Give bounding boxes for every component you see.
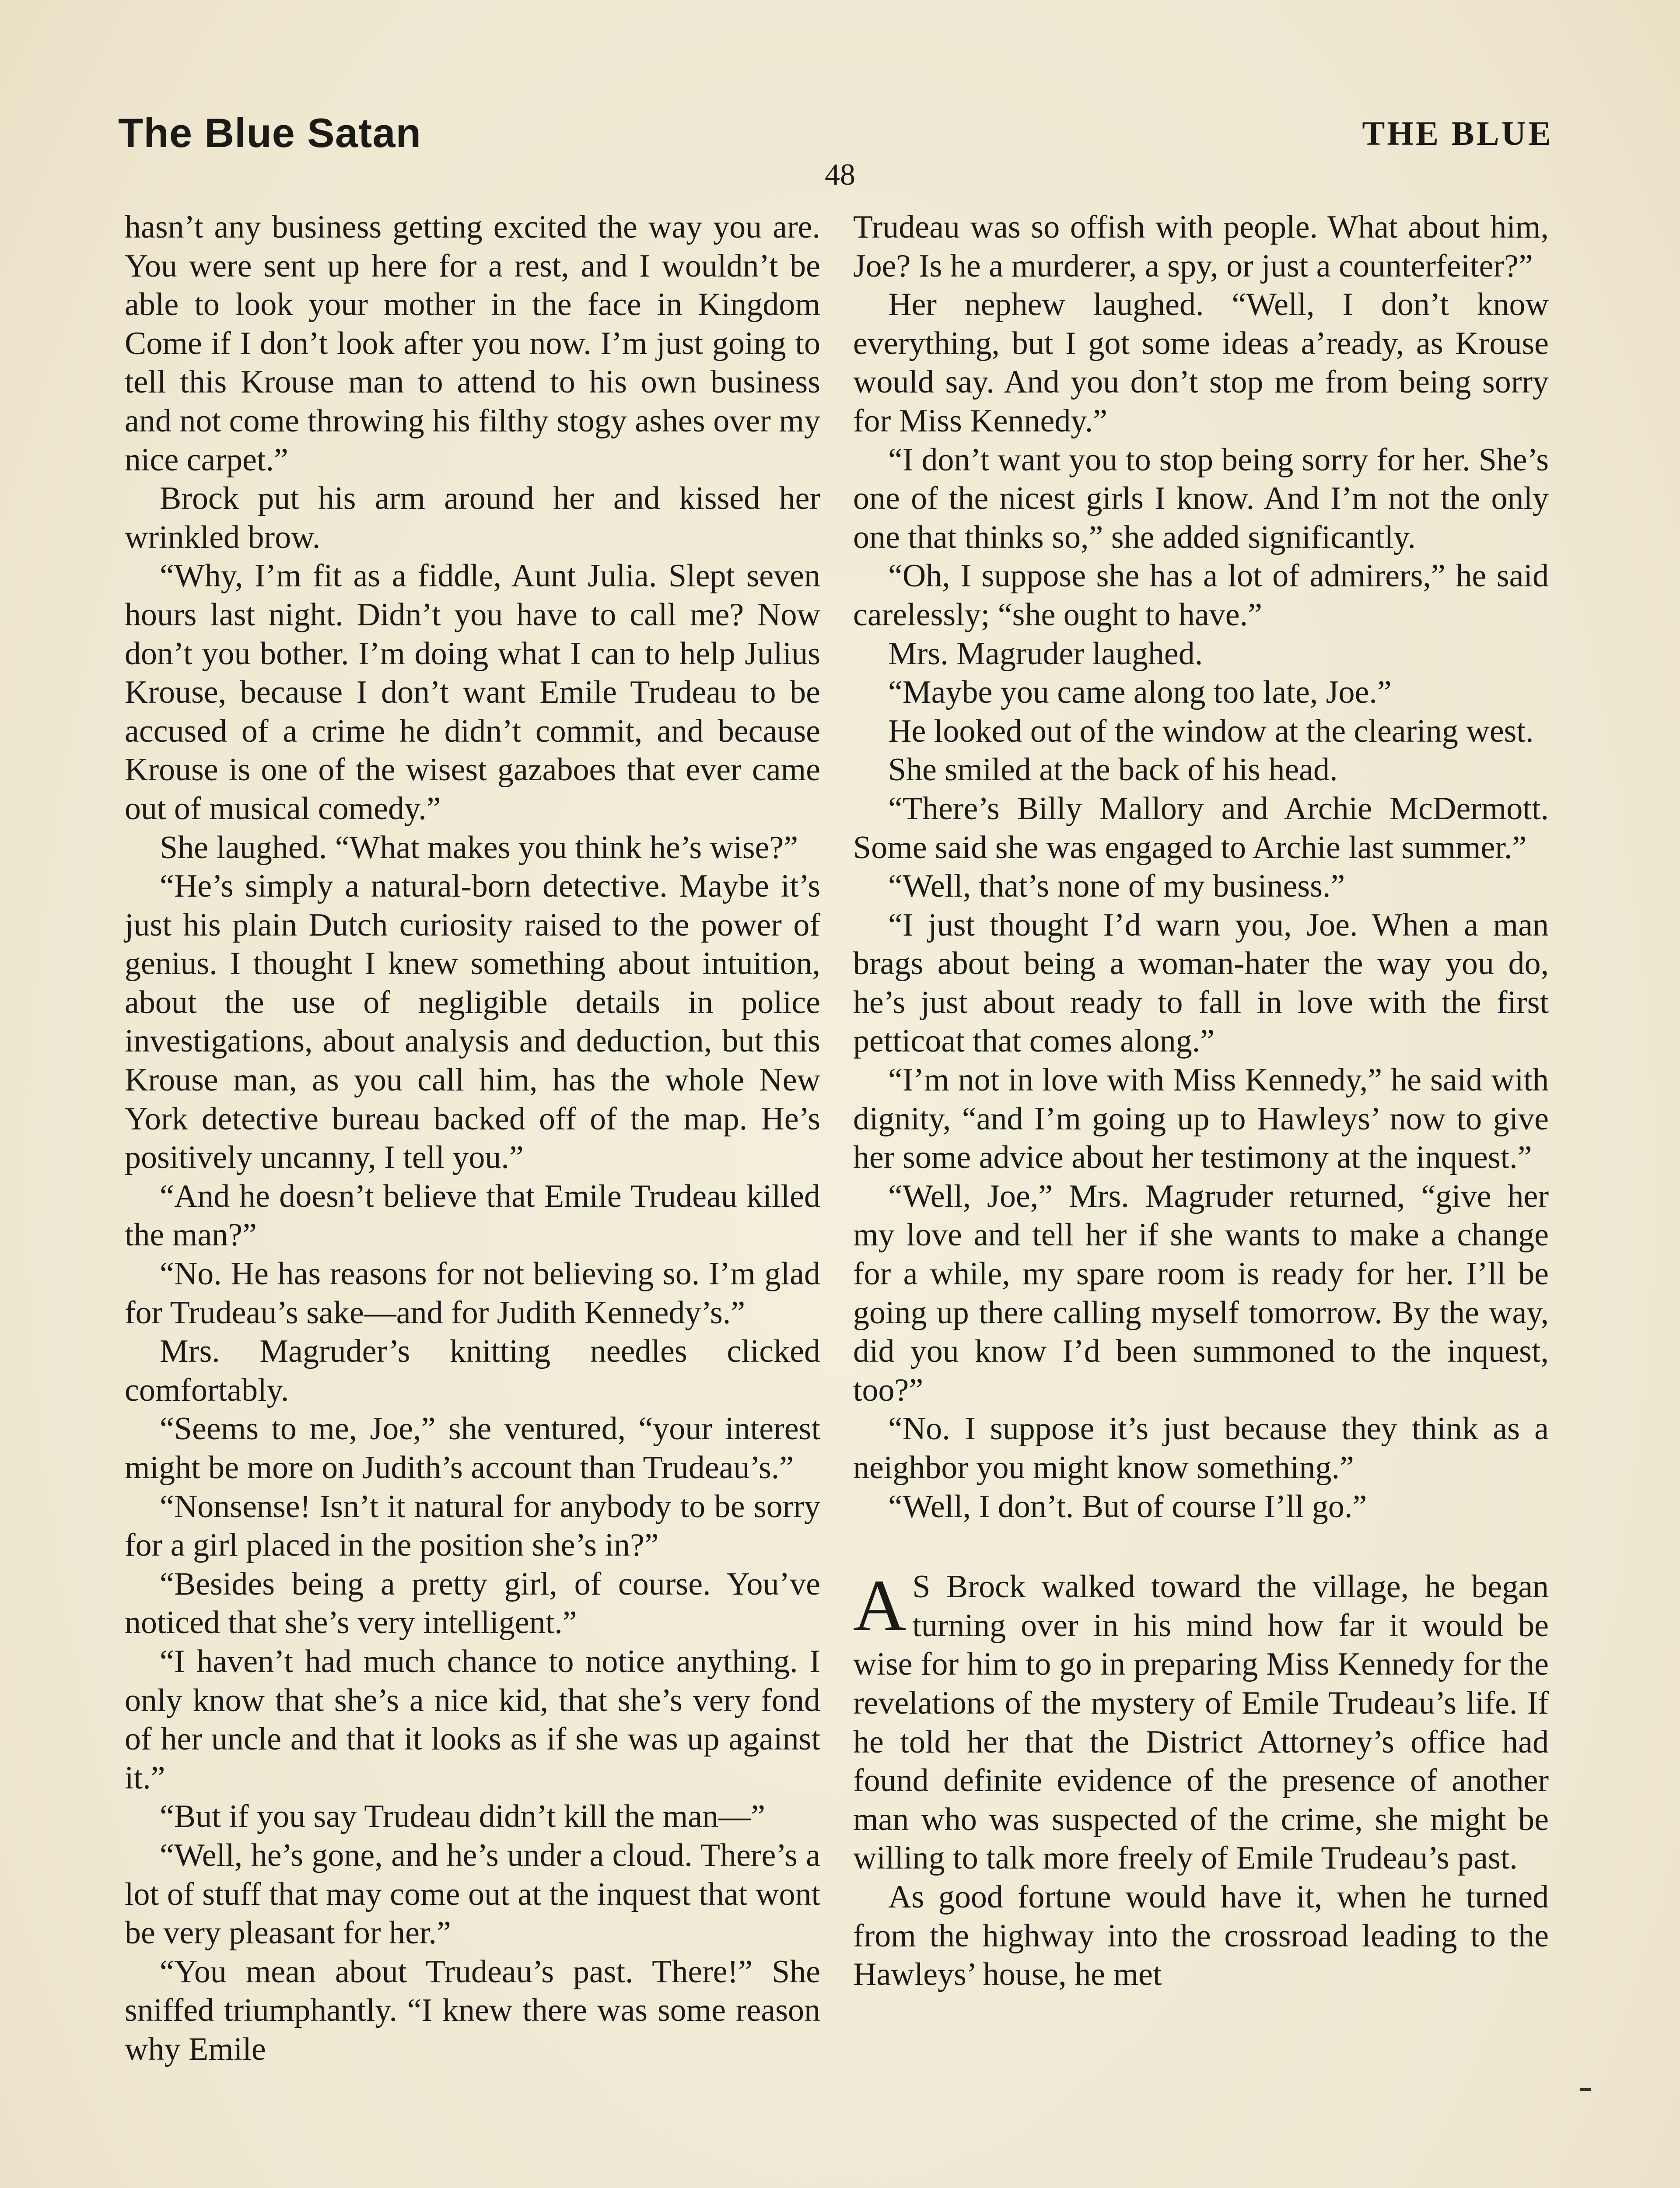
paragraph: He looked out of the window at the clearing west. bbox=[888, 713, 1534, 749]
paragraph: “But if you say Trudeau didn’t kill the man—” bbox=[160, 1799, 765, 1835]
running-head-right: THE BLUE bbox=[1362, 114, 1553, 152]
paragraph: “There’s Billy Mallory and Archie McDermott. Some said she was engaged to Archie last summer.” bbox=[853, 790, 1549, 866]
paragraph: “And he doesn’t believe that Emile Trudeau killed the man?” bbox=[125, 1178, 820, 1253]
paragraph: “No. He has reasons for not believing so. I’m glad for Trudeau’s sake—and for Judith Kennedy’s.” bbox=[125, 1256, 820, 1331]
paragraph: “No. I suppose it’s just because they think as a neighbor you might know something.” bbox=[853, 1411, 1549, 1486]
paragraph: She smiled at the back of his head. bbox=[888, 752, 1338, 788]
paragraph: “I’m not in love with Miss Kennedy,” he said with dignity, “and I’m going up to Hawleys’ now to give her some advice about her testimony at the inquest.” bbox=[853, 1062, 1549, 1176]
drop-cap: A bbox=[853, 1565, 906, 1647]
paragraph: “I don’t want you to stop being sorry for her. She’s one of the nicest girls I know. And I’m not the only one that thinks so,” she added significantly. bbox=[853, 442, 1549, 555]
paragraph: “Well, I don’t. But of course I’ll go.” bbox=[888, 1488, 1367, 1525]
story-title: The Blue Satan bbox=[118, 110, 422, 156]
paragraph: Mrs. Magruder’s knitting needles clicked comfortably. bbox=[125, 1333, 820, 1408]
paragraph: Trudeau was so offish with people. What about him, Joe? Is he a murderer, a spy, or just a counterfeiter?” bbox=[853, 209, 1549, 284]
paragraph: “Seems to me, Joe,” she ventured, “your interest might be more on Judith’s account than Trudeau’s.” bbox=[125, 1411, 820, 1486]
paragraph: “Nonsense! Isn’t it natural for anybody to be sorry for a girl placed in the position she’s in?” bbox=[125, 1488, 820, 1564]
margin-mark bbox=[1580, 2088, 1591, 2091]
section-opening-text: S Brock walked toward the village, he began turning over in his mind how far it would be wise for him to go in preparing Miss Kennedy for the revelations of the mystery of Emile Trudeau’s life. If he told her that the District Attorney’s office had found definite evidence of the presence of another man who was suspected of the crime, she might be willing to talk more freely of Emile Trudeau’s past. bbox=[853, 1569, 1549, 1876]
paragraph: “I just thought I’d warn you, Joe. When a man brags about being a woman-hater the way you do, he’s just about ready to fall in love with the first petticoat that comes along.” bbox=[853, 907, 1549, 1059]
page-number: 48 bbox=[825, 158, 855, 192]
paragraph: “You mean about Trudeau’s past. There!” She sniffed triumphantly. “I knew there was some reason why Emile bbox=[125, 1953, 820, 2067]
paragraph: “Why, I’m fit as a fiddle, Aunt Julia. Slept seven hours last night. Didn’t you have to call me? Now don’t you bother. I’m doing what I can to help Julius Krouse, because I don’t want Emile Trudeau to be accused of a crime he didn’t commit, and because Krouse is one of the wisest gazaboes that ever came out of musical comedy.” bbox=[125, 558, 820, 827]
paragraph: hasn’t any business getting excited the way you are. You were sent up here for a rest, and I wouldn’t be able to look your mother in the face in Kingdom Come if I don’t look after you now. I’m just going to tell this Krouse man to attend to his own business and not come throwing his filthy stogy ashes over my nice carpet.” bbox=[125, 209, 820, 478]
left-column bbox=[125, 208, 820, 2069]
section-opening-paragraph bbox=[853, 1567, 1549, 1878]
paragraph: She laughed. “What makes you think he’s wise?” bbox=[160, 829, 798, 866]
section-break bbox=[853, 1526, 1549, 1567]
paragraph: As good fortune would have it, when he turned from the highway into the crossroad leading to the Hawleys’ house, he met bbox=[853, 1879, 1549, 1993]
paragraph: “Besides being a pretty girl, of course. You’ve noticed that she’s very intelligent.” bbox=[125, 1566, 820, 1641]
paragraph: “Maybe you came along too late, Joe.” bbox=[888, 674, 1392, 711]
right-column bbox=[853, 208, 1549, 1994]
paragraph: Brock put his arm around her and kissed her wrinkled brow. bbox=[125, 480, 820, 555]
paragraph: “Well, that’s none of my business.” bbox=[888, 868, 1345, 905]
paragraph: Her nephew laughed. “Well, I don’t know everything, but I got some ideas a’ready, as Krouse would say. And you don’t stop me from being sorry for Miss Kennedy.” bbox=[853, 287, 1549, 439]
paragraph: “Well, Joe,” Mrs. Magruder returned, “give her my love and tell her if she wants to make a change for a while, my spare room is ready for her. I’ll be going up there calling myself tomorrow. By the way, did you know I’d been summoned to the inquest, too?” bbox=[853, 1178, 1549, 1408]
paragraph: “Oh, I suppose she has a lot of admirers,” he said carelessly; “she ought to have.” bbox=[853, 558, 1549, 633]
paragraph: “Well, he’s gone, and he’s under a cloud. There’s a lot of stuff that may come out at the inquest that wont be very pleasant for her.” bbox=[125, 1837, 820, 1951]
paragraph: “He’s simply a natural-born detective. Maybe it’s just his plain Dutch curiosity raised to the power of genius. I thought I knew something about intuition, about the use of negligible details in police investigations, about analysis and deduction, but this Krouse man, as you call him, has the whole New York detective bureau backed off of the map. He’s positively uncanny, I tell you.” bbox=[125, 868, 820, 1176]
paragraph: “I haven’t had much chance to notice anything. I only know that she’s a nice kid, that she’s very fond of her uncle and that it looks as if she was up against it.” bbox=[125, 1643, 820, 1796]
paragraph: Mrs. Magruder laughed. bbox=[888, 635, 1203, 672]
